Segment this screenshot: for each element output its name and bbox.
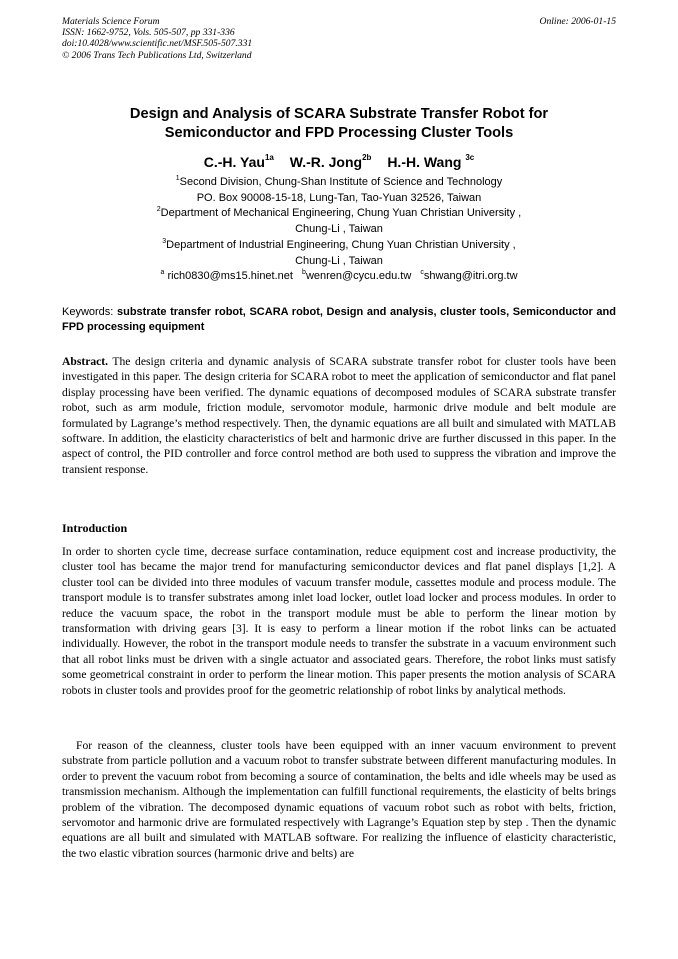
keywords-label: Keywords: <box>62 306 117 318</box>
email-b: $^b$wenren@cycu.edu.tw <box>302 269 412 283</box>
author: H.-H. Wang $^{3c}$ <box>387 153 475 170</box>
affiliation-3-city: Chung-Li , Taiwan <box>295 254 383 267</box>
keywords <box>62 305 616 335</box>
abstract-text: The design criteria and dynamic analysis of SCARA substrate transfer robot for cluster tools have been investigated in this paper. The design criteria for SCARA robot to meet the application of semiconductor and flat panel display processing have been verified. The dynamic equations of decomposed modules of SCARA substrate transfer robot, such as arm module, friction module, servomotor module, harmonic drive module and belt module are formulated by Lagrange’s method respectively. Then, the dynamic equations are all built and simulated with MATLAB software. In addition, the elasticity characteristics of belt and harmonic drive are further discussed in this paper. In the aspect of control, the PID controller and force control method are both used to suppress the vibration and improve the transient response. <box>62 355 616 476</box>
affiliation-2-city: Chung-Li , Taiwan <box>295 223 383 236</box>
author: C.-H. Yau$^{1a}$ <box>203 153 274 170</box>
author-list <box>62 152 616 172</box>
affiliations <box>62 175 616 285</box>
paper-title <box>62 105 616 143</box>
author: W.-R. Jong$^{2b}$ <box>289 153 372 170</box>
affiliation-2: $^2$Department of Mechanical Engineering, Chung Yuan Christian University , <box>156 206 522 220</box>
affiliation-1: $^1$Second Division, Chung-Shan Institute of Science and Technology <box>175 175 503 188</box>
journal-header <box>62 16 616 61</box>
email-a: $^a$ rich0830@ms15.hinet.net <box>160 269 293 283</box>
affiliation-1-address: PO. Box 90008-15-18, Lung-Tan, Tao-Yuan 32526, Taiwan <box>196 191 482 204</box>
title-line-2: Semiconductor and FPD Processing Cluster Tools <box>164 125 514 141</box>
email-c: $^c$shwang@itri.org.tw <box>420 269 518 283</box>
copyright-line: © 2006 Trans Tech Publications Ltd, Switzerland <box>62 49 252 61</box>
email-list <box>62 269 616 285</box>
keywords-text: substrate transfer robot, SCARA robot, Design and analysis, cluster tools, Semiconductor and FPD processing equipment <box>62 306 616 333</box>
abstract-label: Abstract. <box>62 355 109 368</box>
online-date: Online: 2006-01-15 <box>539 16 616 27</box>
intro-paragraph-2: For reason of the cleanness, cluster tools have been equipped with an inner vacuum environment to prevent substrate from particle pollution and a vacuum robot to transfer substrate between different manufacturing modules. In order to prevent the vacuum robot from becoming a source of contamination, the belts and idle wheels may be used as transmission mechanism. Although the implementation can fulfill functional requirements, the elasticity of belts brings problem of the vibration. The decomposed dynamic equations of vacuum robot such as robot with belts, friction, servomotor and harmonic drive are formulated respectively with Lagrange’s Equation step by step . Then the dynamic equations are all built and simulated with MATLAB software. For realizing the influence of elasticity characteristic, the two elastic vibration sources (harmonic drive and belts) are <box>62 739 616 860</box>
title-line-1: Design and Analysis of SCARA Substrate Transfer Robot for <box>129 106 549 122</box>
abstract <box>62 354 616 477</box>
publication-info <box>62 16 252 61</box>
section-heading-introduction: Introduction <box>62 521 128 535</box>
issn-line: ISSN: 1662-9752, Vols. 505-507, pp 331-336 <box>62 27 235 39</box>
intro-paragraph-1: In order to shorten cycle time, decrease surface contamination, reduce equipment cost and increase productivity, the cluster tool has became the major trend for manufacturing semiconductor devices and flat panel displays [1,2]. A cluster tool can be divided into three modules of vacuum transfer module, cassettes module and process module. The transport module is to transfer substrates among inlet load locker, outlet load locker and process modules. In order to reduce the vacuum space, the robot in the transport module must be able to perform the linear motion by transformation with driving gears [3]. It is easy to perform a linear motion if the robot links can be actuated individually. However, the robot in the transport module needs to transfer the substrate in a vacuum environment such that all robot links must be driven with a single actuator and associated gears. Therefore, the robot links must satisfy some geometrical constraint in order to perform the linear motion. This paper presents the motion analysis of SCARA robots in cluster tools and provides proof for the geometric relationship of robot links by analytical methods. <box>62 545 616 697</box>
affiliation-3: $^3$Department of Industrial Engineering, Chung Yuan Christian University , <box>162 237 516 251</box>
doi-line: doi:10.4028/www.scientific.net/MSF.505-507.331 <box>62 38 253 50</box>
journal-name: Materials Science Forum <box>62 16 160 27</box>
